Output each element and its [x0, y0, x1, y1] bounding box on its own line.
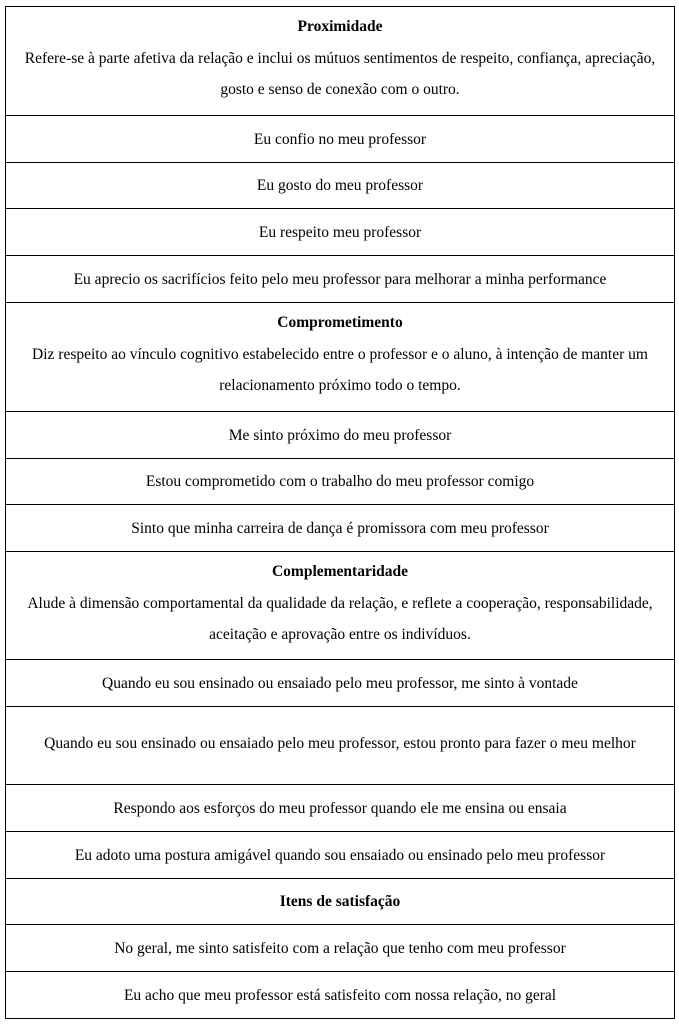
table-row — [6, 785, 674, 832]
section-title: Comprometimento — [277, 314, 403, 331]
section-title: Proximidade — [297, 18, 383, 35]
item-text: Eu confio no meu professor — [253, 130, 427, 148]
table-row — [6, 256, 674, 303]
table-row — [6, 972, 674, 1019]
item-text: Sinto que minha carreira de dança é promissora com meu professor — [131, 519, 549, 537]
section-description: Refere-se à parte afetiva da relação e inclui os mútuos sentimentos de respeito, confiança, apreciação, gosto e senso de conexão com o outro. — [24, 50, 656, 98]
table-row — [6, 163, 674, 209]
table-row — [6, 707, 674, 785]
item-text: Estou comprometido com o trabalho do meu professor comigo — [145, 473, 535, 490]
questionnaire-table — [5, 6, 675, 1019]
item-text: Quando eu sou ensinado ou ensaiado pelo meu professor, estou pronto para fazer o meu melhor — [44, 735, 636, 752]
table-row — [6, 505, 674, 552]
item-text: Me sinto próximo do meu professor — [228, 426, 452, 444]
item-text: Respondo aos esforços do meu professor quando ele me ensina ou ensaia — [113, 799, 567, 817]
section-title: Itens de satisfação — [279, 892, 401, 910]
section-description: Alude à dimensão comportamental da qualidade da relação, e reflete a cooperação, responsabilidade, aceitação e aprovação entre os indivíduos. — [27, 594, 653, 643]
table-row — [6, 459, 674, 505]
table-row — [6, 209, 674, 256]
table-row — [6, 832, 674, 879]
item-text: Eu gosto do meu professor — [256, 177, 424, 194]
item-text: Quando eu sou ensinado ou ensaiado pelo meu professor, me sinto à vontade — [102, 674, 578, 692]
item-text: Eu adoto uma postura amigável quando sou ensaiado ou ensinado pelo meu professor — [74, 846, 606, 864]
item-text: Eu acho que meu professor está satisfeito com nossa relação, no geral — [123, 986, 557, 1004]
table-row — [6, 116, 674, 163]
item-text: Eu aprecio os sacrifícios feito pelo meu professor para melhorar a minha performance — [73, 270, 607, 288]
item-text: No geral, me sinto satisfeito com a relação que tenho com meu professor — [114, 939, 566, 957]
table-row — [6, 412, 674, 459]
section-header-itens-de-satisfacao — [6, 879, 674, 925]
section-header-comprometimento — [6, 303, 674, 412]
item-text: Eu respeito meu professor — [258, 223, 422, 241]
table-row — [6, 925, 674, 972]
section-header-complementaridade — [6, 552, 674, 660]
section-header-proximidade — [6, 7, 674, 116]
section-description: Diz respeito ao vínculo cognitivo estabelecido entre o professor e o aluno, à intenção de manter um relacionamento próximo todo o tempo. — [32, 346, 648, 394]
table-row — [6, 660, 674, 707]
section-title: Complementaridade — [271, 562, 409, 580]
